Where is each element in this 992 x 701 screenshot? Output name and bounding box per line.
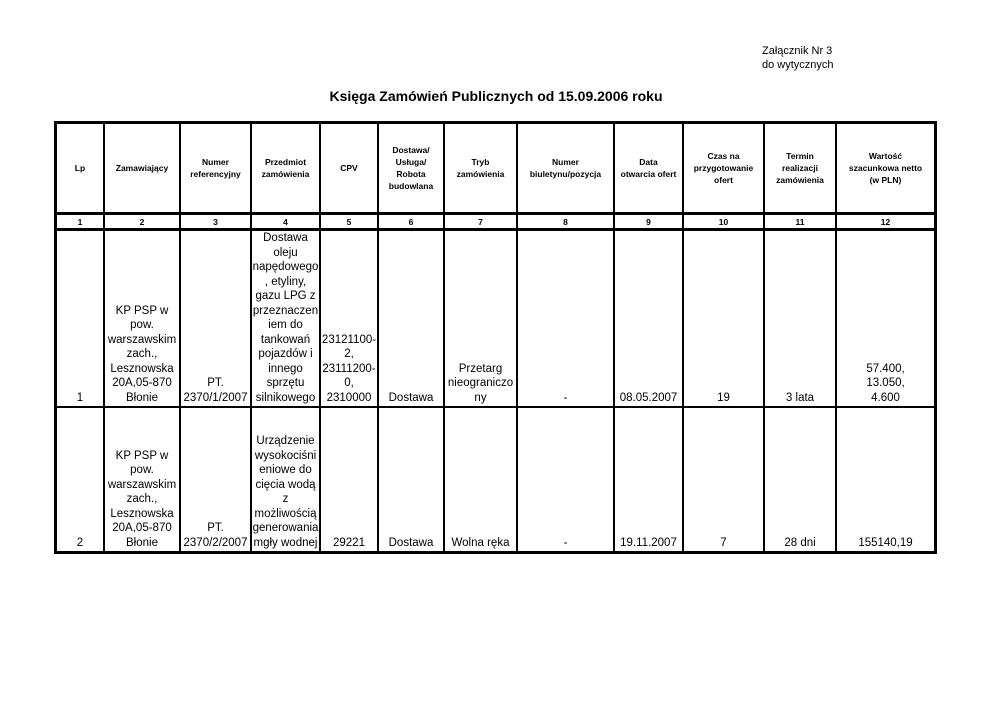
annex-note [762, 44, 834, 72]
col-header-data-otwarcia: Data otwarcia ofert [614, 123, 683, 213]
col-header-lp: Lp [56, 123, 104, 213]
col-header-cpv: CPV [320, 123, 378, 213]
col-number: 6 [378, 213, 444, 230]
cell-numer-biuletynu: - [517, 230, 614, 407]
cell-data-otwarcia: 08.05.2007 [614, 230, 683, 407]
cell-rodzaj: Dostawa [378, 230, 444, 407]
cell-lp: 1 [56, 230, 104, 407]
col-number: 11 [764, 213, 836, 230]
col-header-tryb: Tryb zamówienia [444, 123, 517, 213]
cell-zamawiajacy: KP PSP w pow. warszawskim zach., Lesznowska 20A,05-870 Błonie [104, 407, 180, 552]
cell-tryb: Przetarg nieograniczo ny [444, 230, 517, 407]
cell-data-otwarcia: 19.11.2007 [614, 407, 683, 552]
cell-tryb: Wolna ręka [444, 407, 517, 552]
col-header-wartosc: Wartość szacunkowa netto (w PLN) [836, 123, 935, 213]
column-number-row [56, 213, 935, 230]
cell-zamawiajacy: KP PSP w pow. warszawskim zach., Lesznowska 20A,05-870 Błonie [104, 230, 180, 407]
orders-table [54, 121, 937, 554]
cell-numer-biuletynu: - [517, 407, 614, 552]
col-number: 10 [683, 213, 764, 230]
cell-przedmiot: Dostawa oleju napędowego , etyliny, gazu LPG z przeznaczen iem do tankowań pojazdów i innego sprzętu silnikowego [251, 230, 320, 407]
cell-czas: 19 [683, 230, 764, 407]
col-number: 8 [517, 213, 614, 230]
cell-termin: 3 lata [764, 230, 836, 407]
table-row [56, 407, 935, 552]
cell-numer-referencyjny: PT. 2370/1/2007 [180, 230, 251, 407]
col-header-numer-referencyjny: Numer referencyjny [180, 123, 251, 213]
col-header-rodzaj: Dostawa/ Usługa/ Robota budowlana [378, 123, 444, 213]
cell-wartosc: 155140,19 [836, 407, 935, 552]
cell-numer-referencyjny: PT. 2370/2/2007 [180, 407, 251, 552]
header-row [56, 123, 935, 213]
col-number: 3 [180, 213, 251, 230]
col-header-termin: Termin realizacji zamówienia [764, 123, 836, 213]
col-number: 7 [444, 213, 517, 230]
col-number: 12 [836, 213, 935, 230]
col-header-zamawiajacy: Zamawiający [104, 123, 180, 213]
col-number: 5 [320, 213, 378, 230]
cell-czas: 7 [683, 407, 764, 552]
annex-line-2: do wytycznych [762, 59, 834, 71]
cell-lp: 2 [56, 407, 104, 552]
col-number: 1 [56, 213, 104, 230]
col-number: 4 [251, 213, 320, 230]
col-header-czas: Czas na przygotowanie ofert [683, 123, 764, 213]
cell-cpv: 23121100- 2, 23111200- 0, 2310000 [320, 230, 378, 407]
cell-termin: 28 dni [764, 407, 836, 552]
cell-rodzaj: Dostawa [378, 407, 444, 552]
annex-line-1: Załącznik Nr 3 [762, 45, 833, 57]
table-row [56, 230, 935, 407]
cell-przedmiot: Urządzenie wysokociśni eniowe do cięcia wodą z możliwością generowania mgły wodnej [251, 407, 320, 552]
col-number: 2 [104, 213, 180, 230]
col-header-przedmiot: Przedmiot zamówienia [251, 123, 320, 213]
page-title: Księga Zamówień Publicznych od 15.09.2006 roku [329, 88, 663, 104]
col-header-numer-biuletynu: Numer biuletynu/pozycja [517, 123, 614, 213]
cell-cpv: 29221 [320, 407, 378, 552]
cell-wartosc: 57.400, 13.050, 4.600 [836, 230, 935, 407]
col-number: 9 [614, 213, 683, 230]
